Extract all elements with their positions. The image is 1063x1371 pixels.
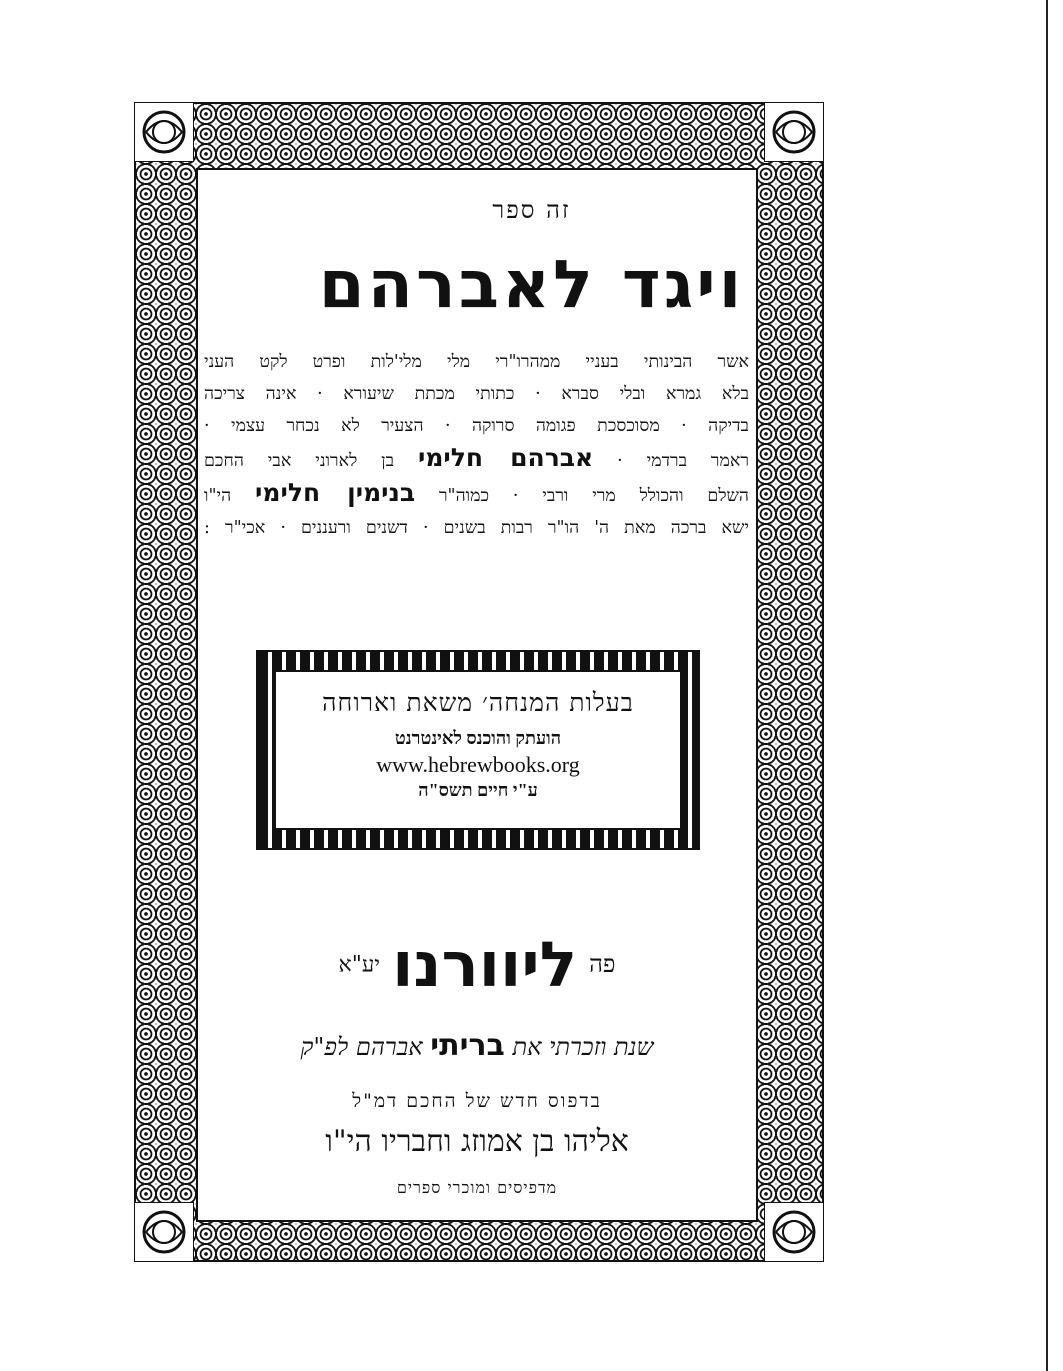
pretitle: זה ספר xyxy=(492,196,571,224)
box-heading: בעלות המנחה׳ משאת וארוחה xyxy=(322,688,634,717)
description-paragraph xyxy=(204,346,749,544)
corner-ornament-top-right xyxy=(764,102,824,162)
description-text: ראמר ברדמי · xyxy=(617,451,749,471)
printer-intro: בדפוס חדש של החכם דמ"ל xyxy=(352,1090,602,1112)
author-name: אברהם חלימי xyxy=(417,443,594,472)
description-line: בדיקה · מסוכסכת פגומה סרוקה · הצעיר לא נכחר עצמי · xyxy=(204,416,749,436)
description-line: אשר הבינותי בעניי ממהרו"רי מלי מלי'לות ופרט לקט העני xyxy=(204,352,749,372)
description-text: השלם והכולל מרי ורבי · כמוה"ר xyxy=(438,486,749,506)
year-keyword: בריתי xyxy=(430,1028,505,1063)
description-line: ישא ברכה מאת ה' הו"ר רבות בשנים · דשנים ורעננים · אכי"ר : xyxy=(204,518,749,538)
year-text-pre: שנת וזכרתי את xyxy=(512,1033,654,1061)
description-line xyxy=(204,442,749,477)
description-text: בן לארוני אבי החכם xyxy=(204,451,395,471)
box-credit: ע"י חיים תשס"ה xyxy=(418,780,538,800)
corner-ornament-top-left xyxy=(134,102,194,162)
city-prefix: פה xyxy=(589,950,616,978)
book-title: ויגד לאברהם xyxy=(318,246,745,323)
box-website: www.hebrewbooks.org xyxy=(376,752,580,777)
father-name: בנימין חלימי xyxy=(255,478,416,507)
city-line xyxy=(196,928,758,1001)
city-name: ליוורנו xyxy=(392,928,578,1001)
description-line xyxy=(204,477,749,512)
year-line xyxy=(196,1028,758,1063)
city-abbreviation: יע"א xyxy=(338,952,381,978)
corner-ornament-bottom-right xyxy=(764,1202,824,1262)
box-digitized-note: הועתק והוכנס לאינטרנט xyxy=(394,728,562,748)
year-text-post: אברהם לפ"ק xyxy=(300,1033,423,1061)
printer-description: מדפיסים ומוכרי ספרים xyxy=(396,1178,558,1197)
corner-ornament-bottom-left xyxy=(134,1202,194,1262)
description-text: הי"ו xyxy=(204,486,232,506)
description-line: בלא גמרא ובלי סברא · כתותי מכתת שיעורא · אינה צריכה xyxy=(204,384,749,404)
printer-name: אליהו בן אמוזג וחבריו הי"ו xyxy=(325,1124,629,1159)
